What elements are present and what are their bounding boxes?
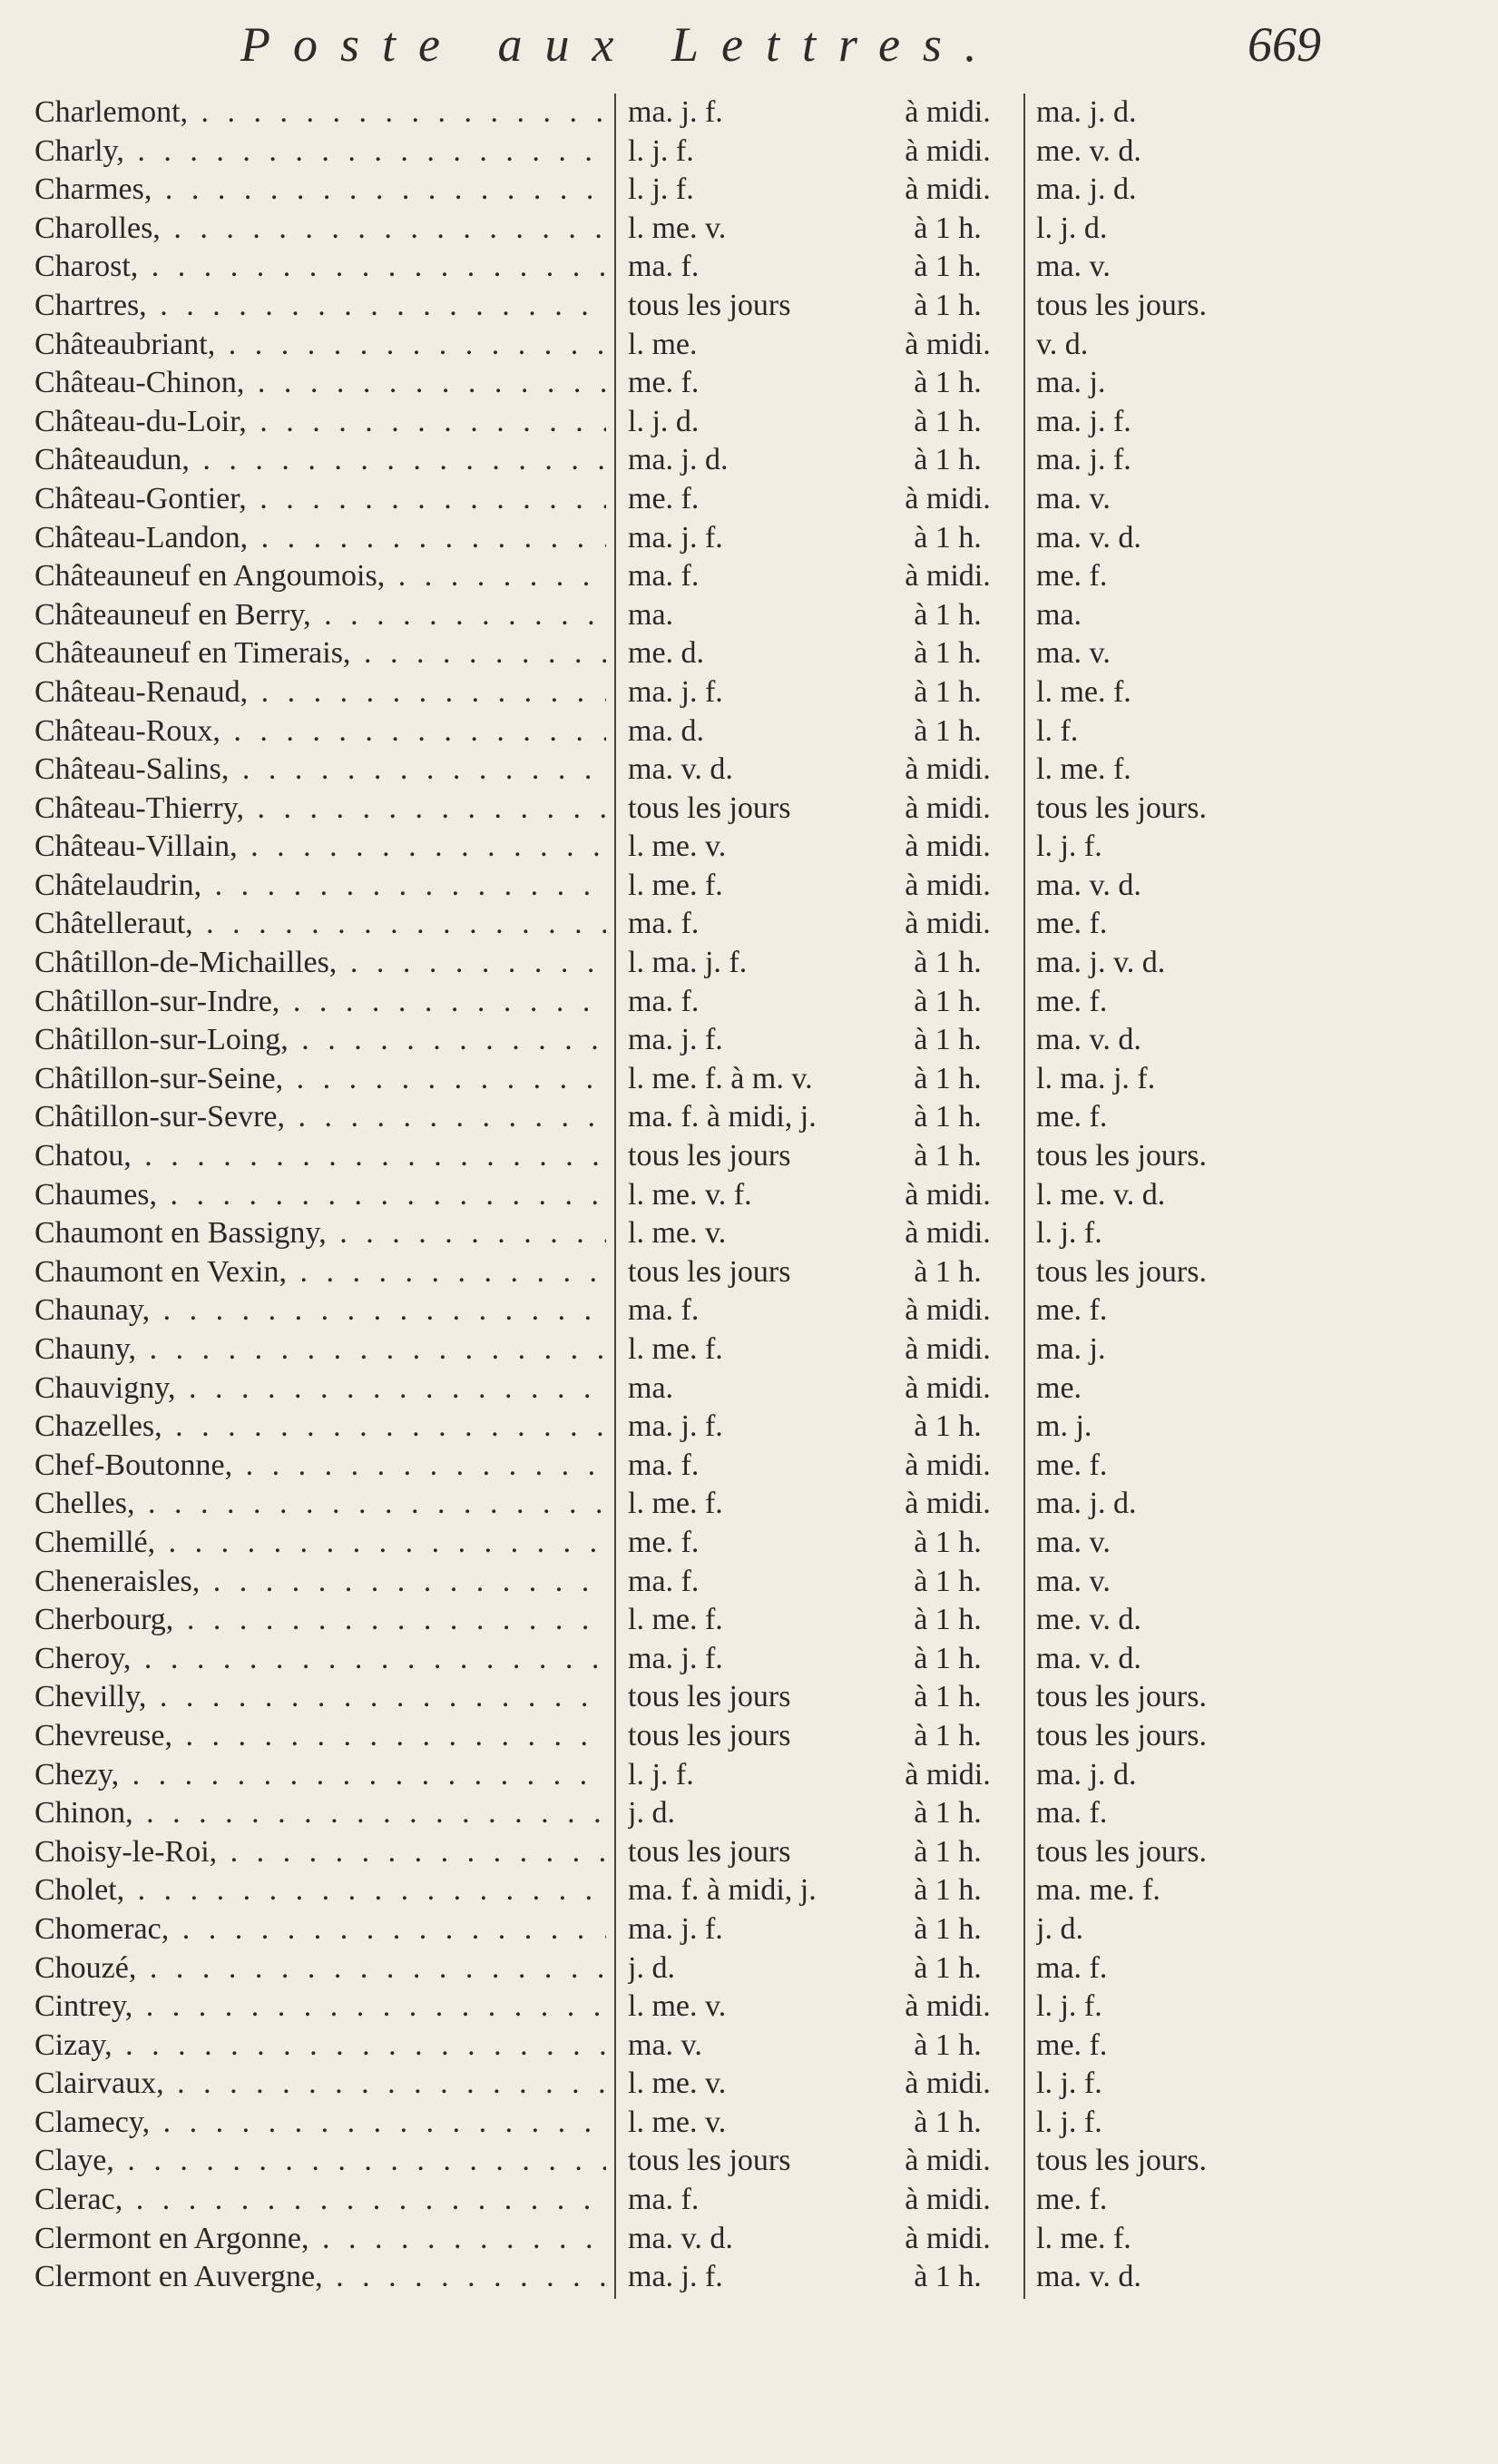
departure-hour: à midi. <box>905 1989 991 2024</box>
departure-hour: à 1 h. <box>914 1834 982 1869</box>
table-row <box>0 480 1498 519</box>
departure-days: tous les jours <box>628 2144 791 2178</box>
table-row <box>0 93 1498 133</box>
departure-days: ma. f. <box>628 984 700 1018</box>
departure-days: ma. f. <box>628 559 700 594</box>
town-name: Châtillon-sur-Loing, . . . <box>34 1021 606 1060</box>
town-name: Château-Villain, . . . <box>34 828 606 867</box>
town-name: Chevilly, . . . <box>34 1678 606 1717</box>
table-row <box>0 1563 1498 1602</box>
town-name: Charmes, . . . <box>34 171 606 210</box>
table-row <box>0 1485 1498 1524</box>
departure-hour: à midi. <box>905 830 991 864</box>
town-name: Châteauneuf en Angoumois, . . . <box>34 557 606 596</box>
departure-hour: à midi. <box>905 2221 991 2255</box>
town-name: Cheneraisles, . . . <box>34 1563 606 1602</box>
departure-hour: à 1 h. <box>914 211 982 245</box>
departure-hour: à midi. <box>905 790 991 825</box>
arrival-days: me. f. <box>1036 2183 1108 2217</box>
arrival-days: ma. j. <box>1036 366 1106 400</box>
table-row <box>0 1021 1498 1060</box>
departure-days: tous les jours <box>628 1254 791 1289</box>
town-name: Clerac, . . . <box>34 2181 606 2220</box>
departure-days: l. me. f. <box>628 1603 723 1637</box>
table-row <box>0 1794 1498 1833</box>
arrival-days: ma. j. d. <box>1036 1757 1137 1792</box>
departure-days: ma. j. f. <box>628 1911 723 1946</box>
departure-days: tous les jours <box>628 790 791 825</box>
departure-hour: à midi. <box>905 2066 991 2101</box>
arrival-days: tous les jours. <box>1036 1834 1207 1869</box>
departure-days: me. f. <box>628 1525 700 1559</box>
arrival-days: ma. v. d. <box>1036 2260 1141 2294</box>
town-name: Chaunay, . . . <box>34 1291 606 1330</box>
arrival-days: ma. j. f. <box>1036 443 1131 477</box>
departure-hour: à midi. <box>905 2144 991 2178</box>
table-row <box>0 983 1498 1022</box>
departure-hour: à 1 h. <box>914 946 982 980</box>
departure-days: ma. j. d. <box>628 443 729 477</box>
departure-days: ma. f. <box>628 907 700 941</box>
town-name: Châtillon-sur-Indre, . . . <box>34 983 606 1022</box>
table-row <box>0 133 1498 172</box>
table-row <box>0 1640 1498 1679</box>
departure-days: ma. j. f. <box>628 674 723 709</box>
arrival-days: me. f. <box>1036 984 1108 1018</box>
arrival-days: me. <box>1036 1370 1082 1405</box>
table-row <box>0 210 1498 249</box>
table-row <box>0 1176 1498 1215</box>
table-row <box>0 1408 1498 1447</box>
town-name: Châtelaudrin, . . . <box>34 867 606 906</box>
arrival-days: tous les jours. <box>1036 1680 1207 1714</box>
arrival-days: me. v. d. <box>1036 133 1141 168</box>
arrival-days: l. ma. j. f. <box>1036 1061 1156 1095</box>
departure-hour: à 1 h. <box>914 288 982 322</box>
arrival-days: me. v. d. <box>1036 1603 1141 1637</box>
table-row <box>0 326 1498 365</box>
table-row <box>0 2065 1498 2104</box>
departure-days: ma. f. <box>628 1564 700 1598</box>
table-row <box>0 287 1498 326</box>
departure-hour: à midi. <box>905 1487 991 1521</box>
town-name: Châteaudun, . . . <box>34 441 606 480</box>
table-row <box>0 1949 1498 1988</box>
running-title: Poste aux Lettres. <box>240 17 1000 72</box>
departure-days: l. me. f. <box>628 868 723 902</box>
departure-days: l. j. d. <box>628 404 700 438</box>
departure-hour: à 1 h. <box>914 1796 982 1831</box>
departure-hour: à 1 h. <box>914 404 982 438</box>
departure-days: j. d. <box>628 1950 675 1985</box>
departure-days: ma. f. <box>628 1293 700 1328</box>
departure-days: l. me. v. <box>628 2105 727 2139</box>
table-row <box>0 1910 1498 1949</box>
arrival-days: ma. v. d. <box>1036 1023 1141 1057</box>
departure-hour: à 1 h. <box>914 1603 982 1637</box>
table-row <box>0 790 1498 829</box>
table-row <box>0 944 1498 983</box>
departure-hour: à midi. <box>905 1293 991 1328</box>
departure-hour: à midi. <box>905 1448 991 1482</box>
town-name: Chouzé, . . . <box>34 1949 606 1988</box>
departure-hour: à 1 h. <box>914 1950 982 1985</box>
table-row <box>0 1447 1498 1486</box>
table-row <box>0 557 1498 596</box>
departure-days: ma. f. <box>628 1448 700 1482</box>
departure-hour: à midi. <box>905 327 991 361</box>
departure-days: me. d. <box>628 636 705 671</box>
town-name: Chemillé, . . . <box>34 1524 606 1563</box>
table-row <box>0 673 1498 712</box>
departure-days: ma. f. <box>628 2183 700 2217</box>
town-name: Chelles, . . . <box>34 1485 606 1524</box>
town-name: Choisy-le-Roi, . . . <box>34 1833 606 1872</box>
arrival-days: l. me. f. <box>1036 752 1131 787</box>
departure-days: ma. j. f. <box>628 1023 723 1057</box>
departure-hour: à midi. <box>905 2183 991 2217</box>
departure-hour: à 1 h. <box>914 1680 982 1714</box>
departure-days: l. me. f. à m. v. <box>628 1061 813 1095</box>
arrival-days: tous les jours. <box>1036 1139 1207 1173</box>
arrival-days: ma. me. f. <box>1036 1873 1160 1908</box>
departure-days: ma. v. <box>628 2027 702 2062</box>
arrival-days: ma. v. <box>1036 481 1111 515</box>
town-name: Château-Roux, . . . <box>34 712 606 751</box>
arrival-days: ma. j. f. <box>1036 404 1131 438</box>
departure-days: ma. j. f. <box>628 520 723 555</box>
arrival-days: me. f. <box>1036 1448 1108 1482</box>
departure-hour: à 1 h. <box>914 713 982 748</box>
departure-hour: à 1 h. <box>914 2105 982 2139</box>
departure-hour: à 1 h. <box>914 2027 982 2062</box>
departure-hour: à 1 h. <box>914 366 982 400</box>
departure-days: me. f. <box>628 366 700 400</box>
table-row <box>0 2181 1498 2220</box>
table-row <box>0 712 1498 751</box>
departure-hour: à 1 h. <box>914 597 982 632</box>
arrival-days: ma. f. <box>1036 1950 1108 1985</box>
departure-days: l. me. v. <box>628 1216 727 1251</box>
departure-days: l. j. f. <box>628 172 694 207</box>
departure-days: ma. j. f. <box>628 2260 723 2294</box>
departure-hour: à 1 h. <box>914 250 982 284</box>
town-name: Châtillon-sur-Seine, . . . <box>34 1060 606 1099</box>
arrival-days: tous les jours. <box>1036 790 1207 825</box>
departure-hour: à 1 h. <box>914 1525 982 1559</box>
town-name: Chatou, . . . <box>34 1137 606 1176</box>
town-name: Cherbourg, . . . <box>34 1601 606 1640</box>
arrival-days: me. f. <box>1036 2027 1108 2062</box>
town-name: Chauny, . . . <box>34 1330 606 1369</box>
arrival-days: l. me. v. d. <box>1036 1177 1166 1212</box>
town-name: Châteaubriant, . . . <box>34 326 606 365</box>
table-row <box>0 403 1498 442</box>
arrival-days: ma. j. d. <box>1036 172 1137 207</box>
arrival-days: l. me. f. <box>1036 2221 1131 2255</box>
departure-days: ma. v. d. <box>628 752 733 787</box>
town-name: Claye, . . . <box>34 2142 606 2181</box>
town-name: Chezy, . . . <box>34 1756 606 1795</box>
departure-days: ma. j. f. <box>628 1641 723 1675</box>
arrival-days: me. f. <box>1036 1100 1108 1134</box>
arrival-days: ma. <box>1036 597 1082 632</box>
arrival-days: ma. v. <box>1036 636 1111 671</box>
town-name: Cizay, . . . <box>34 2027 606 2066</box>
arrival-days: l. j. f. <box>1036 2105 1102 2139</box>
table-row <box>0 1369 1498 1409</box>
table-row <box>0 2220 1498 2259</box>
departure-hour: à midi. <box>905 172 991 207</box>
arrival-days: tous les jours. <box>1036 288 1207 322</box>
page-header <box>0 16 1498 89</box>
departure-days: ma. f. à midi, j. <box>628 1100 817 1134</box>
arrival-days: ma. v. d. <box>1036 520 1141 555</box>
departure-hour: à 1 h. <box>914 1023 982 1057</box>
departure-days: ma. f. à midi, j. <box>628 1873 817 1908</box>
town-name: Charlemont, . . . <box>34 93 606 133</box>
departure-hour: à 1 h. <box>914 1100 982 1134</box>
arrival-days: ma. v. <box>1036 250 1111 284</box>
arrival-days: tous les jours. <box>1036 1718 1207 1752</box>
table-row <box>0 2104 1498 2143</box>
table-row <box>0 2142 1498 2181</box>
town-name: Châtelleraut, . . . <box>34 905 606 944</box>
town-name: Château-Renaud, . . . <box>34 673 606 712</box>
departure-days: l. me. v. <box>628 1989 727 2024</box>
departure-hour: à midi. <box>905 1370 991 1405</box>
arrival-days: j. d. <box>1036 1911 1083 1946</box>
departure-hour: à midi. <box>905 481 991 515</box>
table-row <box>0 867 1498 906</box>
arrival-days: ma. j. d. <box>1036 1487 1137 1521</box>
table-row <box>0 2027 1498 2066</box>
table-row <box>0 1214 1498 1253</box>
town-name: Chevreuse, . . . <box>34 1717 606 1756</box>
departure-days: l. me. v. <box>628 211 727 245</box>
table-row <box>0 596 1498 635</box>
departure-hour: à midi. <box>905 868 991 902</box>
town-name: Chaumont en Bassigny, . . . <box>34 1214 606 1253</box>
town-name: Château-Gontier, . . . <box>34 480 606 519</box>
departure-hour: à midi. <box>905 133 991 168</box>
town-name: Clamecy, . . . <box>34 2104 606 2143</box>
town-name: Cintrey, . . . <box>34 1988 606 2027</box>
arrival-days: l. j. d. <box>1036 211 1108 245</box>
table-row <box>0 1988 1498 2027</box>
table-row <box>0 634 1498 673</box>
table-row <box>0 1524 1498 1563</box>
town-name: Château-du-Loir, . . . <box>34 403 606 442</box>
departure-hour: à midi. <box>905 907 991 941</box>
departure-hour: à 1 h. <box>914 1409 982 1444</box>
table-row <box>0 1717 1498 1756</box>
departure-days: l. me. <box>628 327 698 361</box>
departure-days: l. me. v. <box>628 830 727 864</box>
arrival-days: me. f. <box>1036 907 1108 941</box>
town-name: Clermont en Argonne, . . . <box>34 2220 606 2259</box>
arrival-days: ma. f. <box>1036 1796 1108 1831</box>
arrival-days: ma. v. <box>1036 1525 1111 1559</box>
departure-hour: à 1 h. <box>914 1641 982 1675</box>
departure-days: l. ma. j. f. <box>628 946 748 980</box>
departure-hour: à 1 h. <box>914 1564 982 1598</box>
town-name: Chauvigny, . . . <box>34 1369 606 1409</box>
arrival-days: l. j. f. <box>1036 830 1102 864</box>
departure-days: tous les jours <box>628 1718 791 1752</box>
table-row <box>0 1253 1498 1292</box>
table-row <box>0 751 1498 790</box>
town-name: Château-Chinon, . . . <box>34 364 606 403</box>
town-name: Clermont en Auvergne, . . . <box>34 2258 606 2297</box>
departure-hour: à midi. <box>905 1177 991 1212</box>
departure-hour: à midi. <box>905 95 991 129</box>
table-row <box>0 248 1498 287</box>
arrival-days: ma. j. d. <box>1036 95 1137 129</box>
departure-hour: à 1 h. <box>914 520 982 555</box>
departure-days: l. j. f. <box>628 133 694 168</box>
departure-hour: à 1 h. <box>914 674 982 709</box>
table-row <box>0 1601 1498 1640</box>
departure-hour: à midi. <box>905 559 991 594</box>
town-name: Chartres, . . . <box>34 287 606 326</box>
table-row <box>0 1833 1498 1872</box>
arrival-days: tous les jours. <box>1036 1254 1207 1289</box>
departure-days: ma. v. d. <box>628 2221 733 2255</box>
departure-hour: à 1 h. <box>914 636 982 671</box>
town-name: Château-Salins, . . . <box>34 751 606 790</box>
departure-hour: à midi. <box>905 1757 991 1792</box>
town-name: Châteauneuf en Berry, . . . <box>34 596 606 635</box>
arrival-days: ma. j. <box>1036 1332 1106 1366</box>
table-row <box>0 905 1498 944</box>
table-row <box>0 1678 1498 1717</box>
departure-days: l. me. f. <box>628 1332 723 1366</box>
departure-days: tous les jours <box>628 288 791 322</box>
arrival-days: l. f. <box>1036 713 1079 748</box>
table-row <box>0 828 1498 867</box>
town-name: Clairvaux, . . . <box>34 2065 606 2104</box>
departure-days: l. j. f. <box>628 1757 694 1792</box>
arrival-days: me. f. <box>1036 1293 1108 1328</box>
departure-days: l. me. v. <box>628 2066 727 2101</box>
page-number: 669 <box>1248 17 1321 72</box>
departure-days: ma. <box>628 597 674 632</box>
departure-hour: à 1 h. <box>914 984 982 1018</box>
table-row <box>0 519 1498 558</box>
departure-days: ma. j. f. <box>628 1409 723 1444</box>
table-row <box>0 2258 1498 2297</box>
town-name: Chaumes, . . . <box>34 1176 606 1215</box>
departure-hour: à 1 h. <box>914 443 982 477</box>
town-name: Châteauneuf en Timerais, . . . <box>34 634 606 673</box>
table-row <box>0 1137 1498 1176</box>
departure-days: tous les jours <box>628 1680 791 1714</box>
arrival-days: l. j. f. <box>1036 2066 1102 2101</box>
table-row <box>0 364 1498 403</box>
town-name: Château-Landon, . . . <box>34 519 606 558</box>
departure-hour: à 1 h. <box>914 1254 982 1289</box>
town-name: Chazelles, . . . <box>34 1408 606 1447</box>
table-row <box>0 1098 1498 1137</box>
town-name: Cheroy, . . . <box>34 1640 606 1679</box>
departure-hour: à midi. <box>905 1216 991 1251</box>
arrival-days: ma. j. v. d. <box>1036 946 1166 980</box>
table-row <box>0 1756 1498 1795</box>
town-name: Châtillon-sur-Sevre, . . . <box>34 1098 606 1137</box>
arrival-days: l. j. f. <box>1036 1989 1102 2024</box>
arrival-days: l. j. f. <box>1036 1216 1102 1251</box>
arrival-days: m. j. <box>1036 1409 1092 1444</box>
arrival-days: ma. v. d. <box>1036 868 1141 902</box>
departure-days: tous les jours <box>628 1139 791 1173</box>
departure-days: ma. d. <box>628 713 705 748</box>
departure-hour: à 1 h. <box>914 1873 982 1908</box>
town-name: Chinon, . . . <box>34 1794 606 1833</box>
departure-days: ma. <box>628 1370 674 1405</box>
town-name: Château-Thierry, . . . <box>34 790 606 829</box>
town-name: Chef-Boutonne, . . . <box>34 1447 606 1486</box>
arrival-days: me. f. <box>1036 559 1108 594</box>
arrival-days: ma. v. d. <box>1036 1641 1141 1675</box>
departure-days: l. me. f. <box>628 1487 723 1521</box>
arrival-days: ma. v. <box>1036 1564 1111 1598</box>
departure-days: j. d. <box>628 1796 675 1831</box>
post-schedule-table <box>0 93 1498 2297</box>
table-row <box>0 1291 1498 1330</box>
table-row <box>0 1871 1498 1910</box>
departure-days: ma. f. <box>628 250 700 284</box>
departure-hour: à 1 h. <box>914 1061 982 1095</box>
departure-days: l. me. v. f. <box>628 1177 752 1212</box>
table-row <box>0 171 1498 210</box>
table-row <box>0 1330 1498 1369</box>
departure-hour: à 1 h. <box>914 1911 982 1946</box>
departure-days: ma. j. f. <box>628 95 723 129</box>
departure-days: me. f. <box>628 481 700 515</box>
table-row <box>0 1060 1498 1099</box>
arrival-days: l. me. f. <box>1036 674 1131 709</box>
town-name: Chomerac, . . . <box>34 1910 606 1949</box>
town-name: Charolles, . . . <box>34 210 606 249</box>
town-name: Charost, . . . <box>34 248 606 287</box>
arrival-days: v. d. <box>1036 327 1089 361</box>
departure-days: tous les jours <box>628 1834 791 1869</box>
town-name: Chaumont en Vexin, . . . <box>34 1253 606 1292</box>
town-name: Charly, . . . <box>34 133 606 172</box>
departure-hour: à 1 h. <box>914 1718 982 1752</box>
town-name: Cholet, . . . <box>34 1871 606 1910</box>
table-row <box>0 441 1498 480</box>
departure-hour: à midi. <box>905 752 991 787</box>
departure-hour: à 1 h. <box>914 1139 982 1173</box>
departure-hour: à 1 h. <box>914 2260 982 2294</box>
town-name: Châtillon-de-Michailles, . . . <box>34 944 606 983</box>
arrival-days: tous les jours. <box>1036 2144 1207 2178</box>
departure-hour: à midi. <box>905 1332 991 1366</box>
